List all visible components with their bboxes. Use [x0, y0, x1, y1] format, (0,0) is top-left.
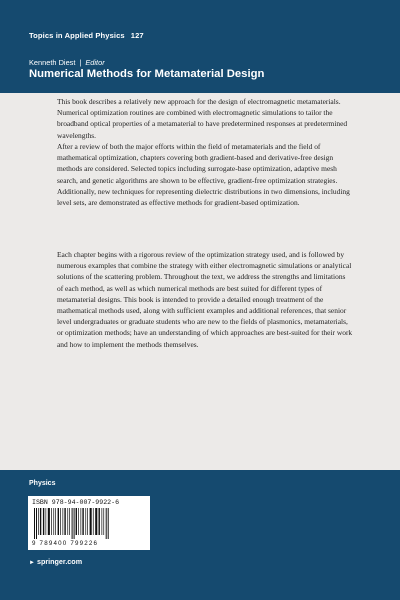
barcode-bar	[78, 508, 79, 535]
editor-separator: |	[79, 58, 82, 67]
barcode-bar	[74, 508, 75, 539]
subject-label: Physics	[29, 480, 56, 487]
barcode-bar	[103, 508, 104, 535]
barcode-image	[32, 508, 146, 539]
website-label: springer.com	[36, 557, 83, 566]
barcode-bar	[102, 508, 103, 535]
barcode-bar	[85, 508, 86, 535]
barcode-bar	[43, 508, 44, 535]
barcode-bar	[95, 508, 97, 535]
barcode-bar	[51, 508, 52, 535]
barcode-bar	[63, 508, 64, 535]
barcode-bar	[34, 508, 35, 539]
isbn-label: ISBN 978-94-007-9922-6	[32, 499, 120, 506]
barcode-bar	[87, 508, 88, 535]
barcode-bar	[36, 508, 37, 539]
footer-band	[0, 470, 400, 600]
barcode-bar	[69, 508, 70, 535]
barcode-digits: 9 789400 799226	[32, 540, 99, 547]
barcode-bar	[48, 508, 50, 535]
barcode-bar	[67, 508, 68, 535]
barcode-bar	[99, 508, 100, 535]
blurb-paragraph-2: After a review of both the major efforts within the field of metamaterials and the field of mathematical optimization, chapters covering both gradient-based and derivative-free design methods are considered. Selected topics including surrogate-base optimization, adaptive mesh search, and genetic algorithms are shown to be effective, gradient-free optimization strategies. Additionally, new techniques for representing dielectric distributions in two dimensions, including level sets, are demonstrated as effective methods for gradient-based optimization.	[57, 142, 350, 208]
barcode-bar	[82, 508, 83, 535]
barcode-bar	[76, 508, 77, 535]
barcode-panel	[28, 496, 150, 550]
barcode-bar	[72, 508, 73, 539]
blurb-paragraph-3: Each chapter begins with a rigorous review of the optimization strategy used, and is followed by numerous examples that combine the strategy with either electromagnetic simulations or analytical solutions of the scattering problem. Throughout the text, we address the strengths and limitations of each method, as well as which numerical methods are best suited for different types of metamaterial designs. This book is intended to provide a detailed enough treatment of the mathematical methods used, along with sufficient examples and additional references, that senior level undergraduates or graduate students who are new to the fields of plasmonics, metamaterials, or optimization methods; have an understanding of which approaches are best-suited for their work and how to implement the methods themselves.	[57, 250, 353, 349]
barcode-bar	[46, 508, 47, 535]
publisher-website[interactable]	[29, 557, 82, 566]
barcode-bar	[108, 508, 109, 539]
barcode-bar	[55, 508, 56, 535]
barcode-bar	[93, 508, 94, 535]
series-line	[29, 31, 144, 40]
arrow-icon: ►	[29, 560, 35, 566]
barcode-bar	[38, 508, 39, 535]
barcode-bar	[64, 508, 65, 535]
volume-number: 127	[130, 31, 144, 40]
barcode-bar	[81, 508, 82, 535]
barcode-bar	[106, 508, 107, 539]
header-band	[0, 0, 400, 93]
editor-line	[29, 58, 105, 67]
book-title: Numerical Methods for Metamaterial Design	[29, 68, 265, 80]
barcode-bar	[58, 508, 59, 535]
editor-role: Editor	[85, 58, 105, 67]
barcode-bar	[53, 508, 54, 535]
blurb-paragraph-1: This book describes a relatively new approach for the design of electromagnetic metamaterials. Numerical optimization routines are combined with electromagnetic simulations to tailor the broadband optical properties of a metamaterial to have predetermined responses at predetermined wavelengths.	[57, 97, 348, 140]
series-name: Topics in Applied Physics	[29, 31, 125, 40]
barcode-bar	[60, 508, 61, 535]
editor-name: Kenneth Diest	[29, 58, 76, 67]
barcode-bar	[40, 508, 41, 535]
barcode-bar	[90, 508, 92, 535]
